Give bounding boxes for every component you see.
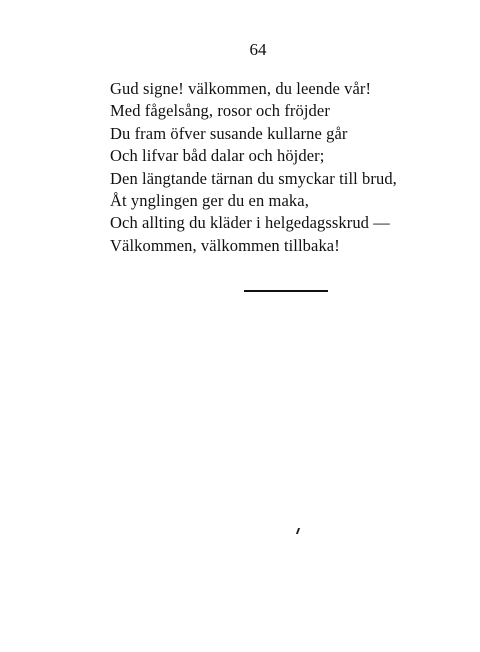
poem-line: Du fram öfver susande kullarne går bbox=[110, 123, 348, 143]
poem-line: Gud signe! välkommen, du leende vår! bbox=[110, 79, 372, 98]
poem-line: Med fågelsång, rosor och fröjder bbox=[110, 101, 330, 121]
poem-line: Välkommen, välkommen tillbaka! bbox=[110, 235, 340, 255]
page-number: 64 bbox=[249, 40, 267, 59]
ink-speck bbox=[296, 528, 300, 534]
poem-line: Åt ynglingen ger du en maka, bbox=[110, 191, 309, 211]
poem-line: Och lifvar båd dalar och höjder; bbox=[110, 146, 325, 166]
poem-line: Och allting du kläder i helgedagsskrud — bbox=[110, 213, 390, 233]
poem-stanza bbox=[110, 78, 440, 257]
poem-line: Den längtande tärnan du smyckar till brud, bbox=[110, 168, 397, 188]
end-divider-rule bbox=[244, 290, 328, 292]
